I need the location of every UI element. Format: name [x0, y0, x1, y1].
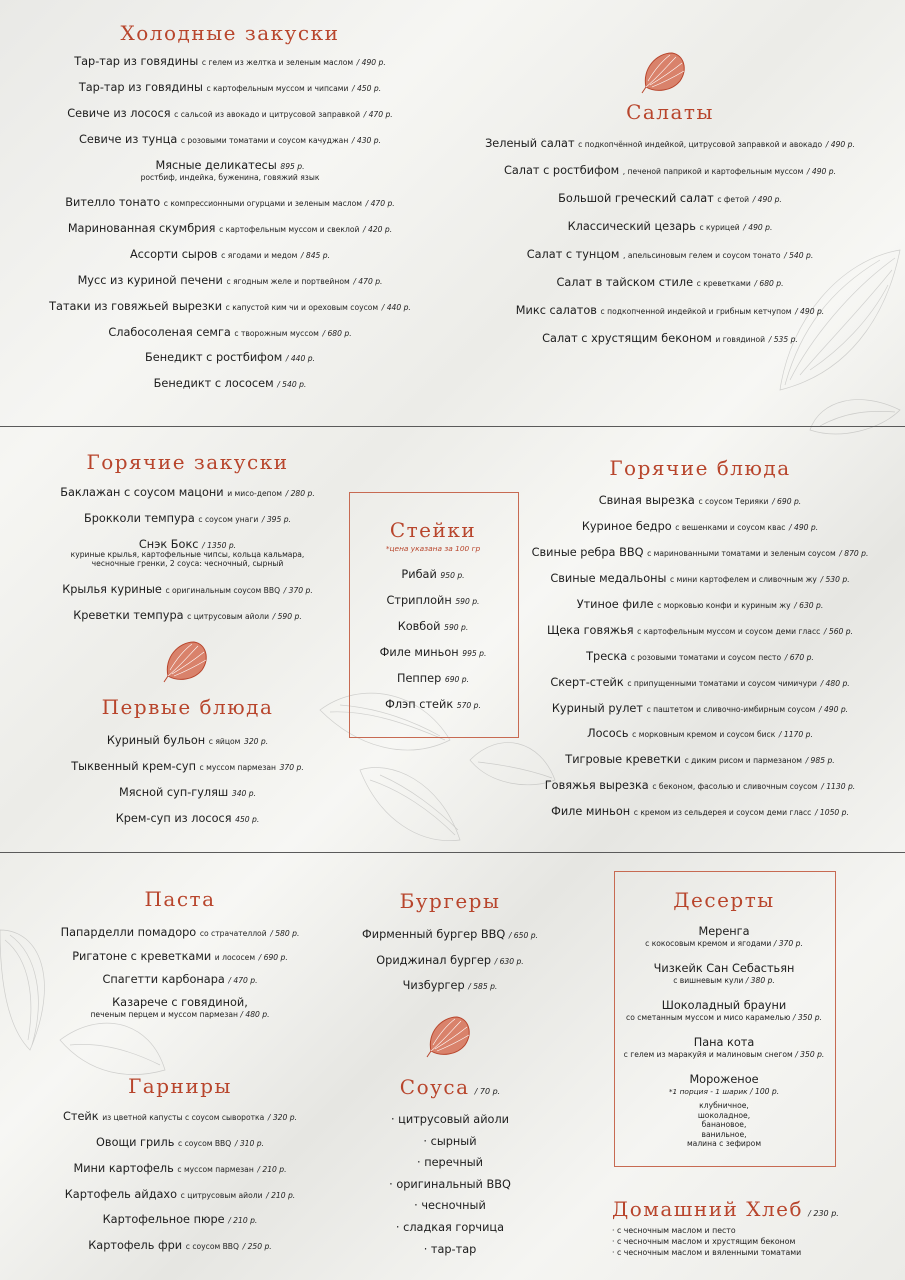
- item-name: Маринованная скумбрия: [67, 222, 216, 235]
- ice-cream-flavor: ванильное,: [701, 1129, 747, 1139]
- snack-note: куриные крылья, картофельные чипсы, кольца кальмара,: [70, 550, 305, 559]
- item-price: / 670 р.: [784, 653, 814, 662]
- item-description: с картофельным муссом и чипсами: [206, 84, 349, 93]
- item-name: Тар-тар из говядины: [74, 55, 199, 68]
- item-description: с креветками: [696, 279, 751, 288]
- item-price: / 985 р.: [805, 756, 835, 765]
- sauce-item: · сырный: [423, 1135, 477, 1148]
- item-price: / 535 р.: [768, 335, 798, 344]
- dessert-name: Мороженое: [689, 1073, 759, 1086]
- item-price: / 430 р.: [351, 136, 382, 145]
- item-name: Мини картофель: [73, 1162, 174, 1175]
- item-description: с муссом пармезан: [199, 763, 276, 772]
- section-title: Паста: [144, 887, 216, 911]
- item-name: Брокколи темпура: [84, 512, 195, 525]
- item-price: / 540 р.: [277, 380, 307, 389]
- item-price: / 1130 р.: [821, 782, 856, 791]
- deli-note: ростбиф, индейка, буженина, говяжий язык: [140, 173, 320, 182]
- item-price: 320 р.: [243, 737, 269, 746]
- item-name: Зеленый салат: [485, 137, 575, 150]
- item-description: и лососем: [214, 953, 256, 962]
- item-description: с маринованными томатами и зеленым соусом: [647, 549, 836, 558]
- item-price: / 690 р.: [772, 497, 802, 506]
- item-price: / 630 р.: [794, 601, 824, 610]
- item-price: / 490 р.: [752, 195, 782, 204]
- sauce-item: · чесночный: [414, 1199, 486, 1212]
- item-price: / 530 р.: [820, 575, 850, 584]
- item-price: / 350 р.: [792, 1013, 822, 1022]
- item-description: с диким рисом и пармезаном: [684, 756, 802, 765]
- item-name: Филе миньон: [379, 646, 459, 659]
- bread-option: · с чесночным маслом и песто: [612, 1226, 736, 1235]
- item-price: 370 р.: [279, 763, 304, 772]
- item-name: Треска: [586, 650, 628, 663]
- item-description: с морковным кремом и соусом биск: [632, 730, 776, 739]
- item-name: Утиное филе: [576, 598, 654, 611]
- menu-item: [20, 1188, 340, 1203]
- sauce-item: · оригинальный BBQ: [389, 1178, 511, 1191]
- item-description: с подкопчённой индейкой, цитрусовой заправкой и авокадо: [578, 140, 823, 149]
- item-price: 590 р.: [455, 597, 480, 606]
- item-price: / 650 р.: [508, 931, 538, 940]
- item-price: / 420 р.: [363, 225, 393, 234]
- item-description: с гелем из желтка и зеленым маслом: [201, 58, 354, 67]
- item-name: Микс салатов: [515, 304, 597, 317]
- item-price: 895 р.: [280, 162, 305, 171]
- section-title: Домашний Хлеб: [612, 1197, 804, 1221]
- item-price: / 490 р.: [806, 167, 837, 176]
- item-description: с муссом пармезан: [177, 1165, 254, 1174]
- item-price: / 370 р.: [283, 586, 313, 595]
- section-title: Холодные закуски: [120, 21, 340, 45]
- menu-item: [20, 1110, 340, 1125]
- item-name: Чизбургер: [402, 979, 465, 992]
- item-name: Бенедикт с ростбифом: [145, 351, 283, 364]
- ice-cream-flavor: шоколадное,: [697, 1110, 751, 1120]
- item-name: Тыквенный крем-суп: [71, 760, 196, 773]
- item-description: с курицей: [699, 223, 740, 232]
- item-description: с оригинальным соусом BBQ: [165, 586, 281, 595]
- item-price: / 1050 р.: [814, 808, 849, 817]
- item-description: с соусом BBQ: [177, 1139, 232, 1148]
- item-name: Классический цезарь: [567, 220, 696, 233]
- sauce-item: · тар-тар: [423, 1243, 477, 1256]
- item-name: Ригатоне с креветками: [72, 950, 212, 963]
- section-bread: [612, 0, 872, 1270]
- item-description: с подкопченной индейкой и грибным кетчупом: [600, 307, 792, 316]
- item-name: Татаки из говяжьей вырезки: [49, 300, 223, 313]
- item-name: Картофель айдахо: [64, 1188, 178, 1201]
- dessert-sub: *1 порция - 1 шарик: [668, 1087, 748, 1096]
- item-name: Слабосоленая семга: [108, 326, 231, 339]
- item-price: 570 р.: [456, 701, 481, 710]
- item-description: с фетой: [717, 195, 750, 204]
- item-description: с цитрусовым айоли: [187, 612, 270, 621]
- dessert-sub: с кокосовым кремом и ягодами: [645, 939, 772, 948]
- item-price: / 1350 р.: [202, 541, 237, 550]
- item-price: / 210 р.: [228, 1216, 258, 1225]
- item-description: с яйцом: [208, 737, 241, 746]
- item-price: / 490 р.: [825, 140, 855, 149]
- item-name: Свиная вырезка: [598, 494, 695, 507]
- item-name: Скерт-стейк: [550, 676, 624, 689]
- item-price: / 440 р.: [381, 303, 411, 312]
- item-name: Картофельное пюре: [102, 1213, 225, 1226]
- section-title: Бургеры: [399, 889, 501, 913]
- item-price: / 310 р.: [234, 1139, 264, 1148]
- item-name: Салат в тайском стиле: [556, 276, 694, 289]
- item-price: / 380 р.: [745, 976, 775, 985]
- item-name: Креветки темпура: [73, 609, 184, 622]
- item-price: 995 р.: [462, 649, 487, 658]
- sauce-item: · цитрусовый айоли: [390, 1113, 510, 1126]
- item-price: / 470 р.: [363, 110, 393, 119]
- bread-option: · с чесночным маслом и хрустящим беконом: [612, 1237, 796, 1246]
- item-price: / 440 р.: [285, 354, 315, 363]
- item-description: с соусом Терияки: [698, 497, 769, 506]
- item-name: Куриный бульон: [106, 734, 206, 747]
- menu-item: [20, 1239, 340, 1254]
- dessert-sub: со сметанным муссом и мисо карамелью: [626, 1013, 791, 1022]
- section-title: Гарниры: [128, 1074, 232, 1098]
- item-price: / 480 р.: [820, 679, 850, 688]
- item-name: Салат с тунцом: [526, 248, 620, 261]
- item-price: / 280 р.: [285, 489, 315, 498]
- item-price: / 350 р.: [795, 1050, 825, 1059]
- section-title: Салаты: [626, 100, 714, 124]
- snack-note: чесночные гренки, 2 соуса: чесночный, сырный: [91, 559, 284, 568]
- menu-item: [20, 1213, 340, 1228]
- item-name: Рибай: [401, 568, 437, 581]
- section-title: Горячие блюда: [609, 456, 791, 480]
- item-name: Ориджинал бургер: [376, 954, 491, 967]
- item-name: Большой греческий салат: [558, 192, 714, 205]
- item-name: Папарделли помадоро: [60, 926, 197, 939]
- dessert-name: Пана кота: [693, 1036, 755, 1049]
- note-text: печеным перцем и муссом пармезан: [90, 1010, 238, 1019]
- ice-cream-flavor: клубничное,: [699, 1101, 749, 1110]
- item-description: со страчателлой: [199, 929, 267, 938]
- item-price: / 560 р.: [823, 627, 854, 636]
- item-description: с творожным муссом: [234, 329, 319, 338]
- item-price: / 490 р.: [818, 705, 849, 714]
- item-price: / 580 р.: [270, 929, 300, 938]
- item-description: с соусом BBQ: [185, 1242, 239, 1251]
- item-price: / 630 р.: [494, 957, 524, 966]
- item-price: 590 р.: [444, 623, 469, 632]
- dessert-name: Меренга: [698, 925, 750, 938]
- section-title: Стейки: [389, 518, 477, 542]
- item-description: и говядиной: [715, 335, 766, 344]
- section-title: Первые блюда: [101, 695, 274, 719]
- item-name: Мясной суп-гуляш: [118, 786, 229, 799]
- item-price: / 590 р.: [272, 612, 302, 621]
- sauce-item: · перечный: [417, 1156, 483, 1169]
- item-name: Салат с ростбифом: [503, 164, 620, 177]
- item-name: Севиче из лосося: [67, 107, 171, 120]
- sauce-item: · сладкая горчица: [395, 1221, 505, 1234]
- item-name: Снэк Бокс: [138, 538, 199, 551]
- item-name: Спагетти карбонара: [102, 973, 225, 986]
- item-description: с сальсой из авокадо и цитрусовой заправкой: [174, 110, 361, 119]
- item-price: / 450 р.: [352, 84, 382, 93]
- dessert-sub: с вишневым кули: [673, 976, 744, 985]
- item-price: / 690 р.: [258, 953, 288, 962]
- item-price: / 470 р.: [353, 277, 383, 286]
- item-description: с картофельным муссом и свеклой: [219, 225, 360, 234]
- item-price: 950 р.: [440, 571, 465, 580]
- item-price: / 320 р.: [267, 1113, 297, 1122]
- item-name: Тигровые креветки: [565, 753, 681, 766]
- section-title: Десерты: [673, 888, 775, 912]
- item-price: / 490 р.: [743, 223, 773, 232]
- item-description: с розовыми томатами и соусом качуджан: [180, 136, 349, 145]
- item-price: / 470 р.: [228, 976, 258, 985]
- steaks-note: *цена указана за 100 гр: [385, 544, 481, 553]
- item-name: Пеппер: [396, 672, 442, 685]
- section-sides: [20, 0, 340, 1270]
- item-description: из цветной капусты с соусом сывороткa: [102, 1113, 265, 1122]
- item-name: Картофель фри: [88, 1239, 183, 1252]
- item-price: / 490 р.: [356, 58, 386, 67]
- item-name: Овощи гриль: [96, 1136, 175, 1149]
- item-name: Щека говяжья: [546, 624, 634, 637]
- item-price: / 470 р.: [365, 199, 395, 208]
- item-price: 340 р.: [231, 789, 257, 798]
- item-description: с розовыми томатами и соусом песто: [630, 653, 782, 662]
- item-price: / 845 р.: [300, 251, 331, 260]
- item-name: Говяжья вырезка: [544, 779, 649, 792]
- item-name: Лосось: [587, 727, 629, 740]
- item-description: и мисо-депом: [227, 489, 283, 498]
- section-title: Соуса: [399, 1075, 470, 1099]
- item-name: Мусс из куриной печени: [77, 274, 223, 287]
- item-description: с компрессионными огурцами и зеленым маслом: [163, 199, 362, 208]
- item-description: с кремом из сельдерея и соусом деми гласс: [633, 808, 812, 817]
- item-price: / 680 р.: [322, 329, 352, 338]
- item-name: Ассорти сыров: [129, 248, 218, 261]
- item-name: Тар-тар из говядины: [78, 81, 203, 94]
- item-price: / 680 р.: [754, 279, 784, 288]
- item-description: с картофельным муссом и соусом деми гласс: [637, 627, 821, 636]
- item-price: / 100 р.: [750, 1087, 780, 1096]
- item-price: / 490 р.: [789, 523, 819, 532]
- dessert-name: Чизкейк Сан Себастьян: [653, 962, 795, 975]
- dessert-sub: с гелем из маракуйя и малиновым снегом: [623, 1050, 793, 1059]
- item-description: с капустой ким чи и ореховым соусом: [225, 303, 379, 312]
- menu-item: [20, 1136, 340, 1151]
- item-description: с беконом, фасолью и сливочным соусом: [652, 782, 818, 791]
- item-name: Крылья куриные: [62, 583, 162, 596]
- item-price: / 210 р.: [257, 1165, 287, 1174]
- section-title: Горячие закуски: [86, 450, 289, 474]
- ice-cream-flavor: банановое,: [701, 1120, 747, 1129]
- item-price: / 540 р.: [784, 251, 814, 260]
- menu-item: [20, 1162, 340, 1177]
- section-sauces: [350, 0, 550, 1270]
- item-price: / 1170 р.: [778, 730, 813, 739]
- item-description: , апельсиновым гелем и соусом тонато: [623, 251, 781, 260]
- item-name: Филе миньон: [551, 805, 631, 818]
- item-price: / 490 р.: [795, 307, 825, 316]
- item-description: с морковью конфи и куриным жу: [657, 601, 791, 610]
- item-name: Флэп стейк: [385, 698, 454, 711]
- item-price: / 585 р.: [468, 982, 498, 991]
- item-name: Мясные деликатесы: [155, 159, 277, 172]
- item-name: Баклажан с соусом мацони: [60, 486, 224, 499]
- item-name: Вителло тонато: [65, 196, 161, 209]
- item-name: Стейк: [63, 1110, 99, 1123]
- item-name: Ковбой: [397, 620, 441, 633]
- item-description: с соусом унаги: [198, 515, 259, 524]
- item-price: 450 р.: [235, 815, 260, 824]
- item-description: с ягодами и медом: [221, 251, 298, 260]
- item-description: с паштетом и сливочно-имбирным соусом: [646, 705, 816, 714]
- item-name: Стриплойн: [386, 594, 452, 607]
- ice-cream-flavor: малина с зефиром: [686, 1139, 762, 1148]
- item-name: Крем-суп из лосося: [115, 812, 232, 825]
- item-name: Свиные ребра BBQ: [531, 546, 644, 559]
- item-name: Свиные медальоны: [550, 572, 667, 585]
- sauces-price: / 70 р.: [474, 1087, 501, 1096]
- item-description: с мини картофелем и сливочным жу: [670, 575, 817, 584]
- item-name: Куриное бедро: [581, 520, 672, 533]
- item-price: / 210 р.: [266, 1191, 296, 1200]
- item-description: , печеной паприкой и картофельным муссом: [622, 167, 804, 176]
- item-price: / 480 р.: [240, 1010, 270, 1019]
- item-price: / 370 р.: [773, 939, 803, 948]
- item-name: Бенедикт с лососем: [153, 377, 274, 390]
- item-price: / 870 р.: [839, 549, 869, 558]
- item-name: Фирменный бургер BBQ: [362, 928, 506, 941]
- item-name: Куриный рулет: [551, 702, 643, 715]
- item-name: Казарече с говядиной,: [112, 996, 248, 1009]
- item-price: / 250 р.: [242, 1242, 272, 1251]
- item-description: с цитрусовым айоли: [180, 1191, 263, 1200]
- item-price: / 395 р.: [261, 515, 291, 524]
- bread-price: / 230 р.: [808, 1209, 839, 1218]
- item-description: с припущенными томатами и соусом чимичури: [627, 679, 817, 688]
- item-name: Севиче из тунца: [78, 133, 178, 146]
- bread-option: · с чесночным маслом и вяленными томатами: [612, 1248, 802, 1257]
- dessert-name: Шоколадный брауни: [661, 999, 787, 1012]
- item-price: 690 р.: [444, 675, 470, 684]
- item-name: Салат с хрустящим беконом: [542, 332, 712, 345]
- item-description: с ягодным желе и портвейном: [226, 277, 350, 286]
- item-description: с вешенками и соусом квас: [675, 523, 786, 532]
